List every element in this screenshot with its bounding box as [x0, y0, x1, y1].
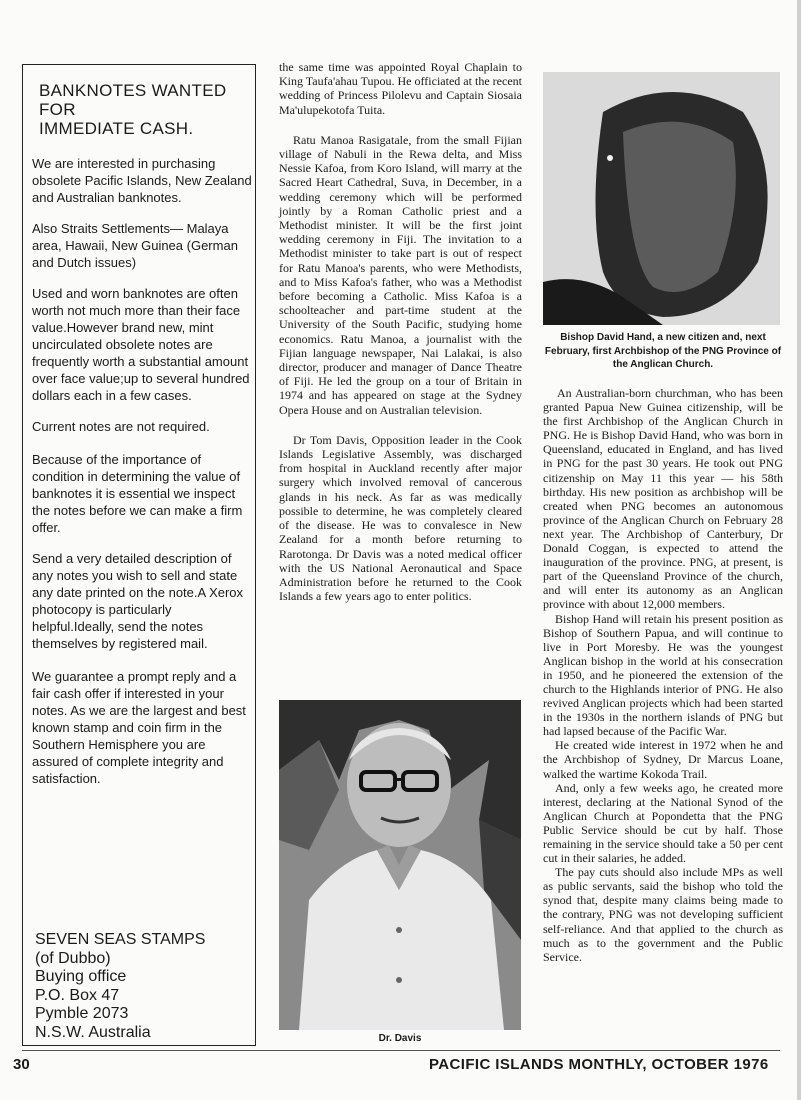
article-paragraph: He created wide interest in 1972 when he and the Archbishop of Sydney, Dr Marcus Loane, walked the wartime Kokoda Trail. — [543, 738, 783, 781]
advert-paragraph: We are interested in purchasing obsolete Pacific Islands, New Zealand and Australian banknotes. — [32, 156, 252, 205]
footer-rule — [22, 1050, 780, 1051]
dr-davis-caption: Dr. Davis — [378, 1033, 422, 1044]
article-paragraph: An Australian-born churchman, who has been granted Papua New Guinea citizenship, will be the first Archbishop of the Anglican Church in PNG. He is Bishop David Hand, who was born in Queensland, educated in England, and has lived in PNG for the past 30 years. He took out PNG citizenship on May 11 this year — his 58th birthday. His new position as archbishop will be created when PNG becomes an autonomous province of the Anglican Church on February 28 next year. The Archbishop of Canterbury, Dr Donald Coggan, is expected to attend the inauguration of the province. PNG, at present, is part of the Queensland Province of the church, and will enter its autonomy as an Anglican province with about 12,000 members. — [543, 386, 783, 612]
banknotes-advert — [22, 64, 256, 1046]
dr-davis-photo — [279, 700, 521, 1030]
advert-paragraph: Send a very detailed description of any notes you wish to sell and state any date printed on the note.A Xerox photocopy is particularly helpful.Ideally, send the notes themselves by registered mail. — [32, 551, 244, 651]
article-paragraph: the same time was appointed Royal Chaplain to King Taufa'ahau Tupou. He officiated at the recent wedding of Princess Pilolevu and Captain Siosaia Ma'ulupekotofa Tuita. — [279, 60, 522, 117]
article-paragraph: Ratu Manoa Rasigatale, from the small Fijian village of Nabuli in the Rewa delta, and Miss Nessie Kafoa, from Koro Island, will marry at the Sacred Heart Cathedral, Suva, in December, in a wedding ceremony which will be performed jointly by a Roman Catholic priest and a Methodist minister. It will be the first joint wedding ceremony in Fiji. The invitation to a Methodist minister to take part is out of respect for Ratu Manoa's parents, who were Methodists, and to Miss Kafoa's father, who was a Methodist before becoming a Catholic. Miss Kafoa is a schoolteacher and part-time student at the University of the South Pacific, studying home economics. Ratu Manoa, a journalist with the Fijian language newspaper, Nai Lalakai, is also director, producer and manager of Dance Theatre of Fiji. He led the group on a tour of Britain in 1974 and has appeared on stage at the Sydney Opera House and on Australian television. — [279, 132, 522, 417]
advert-address — [35, 931, 245, 1042]
advert-paragraph: Used and worn banknotes are often worth not much more than their face value.However brand new, mint uncirculated obsolete notes are frequently worth a substantial amount over face value;up to several hundred dollars each in a few cases. — [32, 286, 250, 403]
bishop-hand-photo-graphic — [543, 72, 780, 325]
advert-paragraph: Because of the importance of condition in determining the value of banknotes it is essential we inspect the notes before we can make a firm offer. — [32, 452, 243, 535]
right-column — [543, 386, 783, 964]
address-line: P.O. Box 47 — [35, 986, 120, 1004]
advert-paragraph: Also Straits Settlements— Malaya area, Hawaii, New Guinea (German and Dutch issues) — [32, 221, 238, 270]
article-paragraph: Bishop Hand will retain his present position as Bishop of Southern Papua, and will continue to live in Port Moresby. He was the youngest Anglican bishop in the world at his consecration in 1950, and he pioneered the extension of the church to the Highlands interior of PNG. He also revived Anglican projects which had been started in the 1930s in the northern islands of PNG but had lapsed because of the Pacific War. — [543, 611, 783, 739]
article-paragraph: And, only a few weeks ago, he created more interest, declaring at the National Synod of the Anglican Church at Popondetta that the PNG Public Service should be cut by half. Those remaining in the service should take a 50 per cent cut in their salaries, he added. — [543, 780, 783, 866]
address-line: (of Dubbo) — [35, 949, 111, 967]
bishop-hand-photo — [543, 72, 780, 325]
advert-heading-line: BANKNOTES WANTED — [39, 81, 227, 100]
address-line: Buying office — [35, 968, 127, 985]
article-paragraph: The pay cuts should also include MPs as well as public servants, said the bishop who told the synod that, despite many claims being made to the contrary, PNG was not developing sufficient self-reliance. And that applied to the church as much as to the government and the Public Service. — [543, 865, 783, 964]
dr-davis-photo-graphic — [279, 700, 521, 1030]
page-edge — [797, 0, 801, 1100]
address-line: N.S.W. Australia — [35, 1023, 151, 1041]
bishop-hand-caption: Bishop David Hand, a new citizen and, next February, first Archbishop of the PNG Province of the Anglican Church. — [544, 332, 782, 370]
page-number: 30 — [13, 1056, 30, 1073]
advert-paragraph: Current notes are not required. — [32, 419, 210, 434]
address-line: Pymble 2073 — [35, 1005, 129, 1022]
middle-column — [279, 60, 522, 619]
advert-body — [32, 155, 254, 801]
advert-heading — [39, 81, 249, 138]
advert-heading-line: IMMEDIATE CASH. — [39, 119, 194, 138]
publication-footer: PACIFIC ISLANDS MONTHLY, OCTOBER 1976 — [429, 1056, 769, 1073]
advert-paragraph: We guarantee a prompt reply and a fair cash offer if interested in your notes. As we are the largest and best known stamp and coin firm in the Southern Hemisphere you are assured of complete integrity and satisfaction. — [32, 669, 246, 786]
article-paragraph: Dr Tom Davis, Opposition leader in the Cook Islands Legislative Assembly, was discharged from hospital in Auckland recently after major surgery which involved removal of cancerous glands in his neck. As far as was medically possible to determine, he was completely cleared of the disease. He was to convalesce in New Zealand for a month before returning to Rarotonga. Dr Davis was a noted medical officer with the US National Aeronautical and Space Administration before he returned to the Cook Islands a few years ago to enter politics. — [279, 432, 522, 604]
address-line: SEVEN SEAS STAMPS — [35, 931, 206, 948]
advert-heading-line: FOR — [39, 100, 76, 119]
